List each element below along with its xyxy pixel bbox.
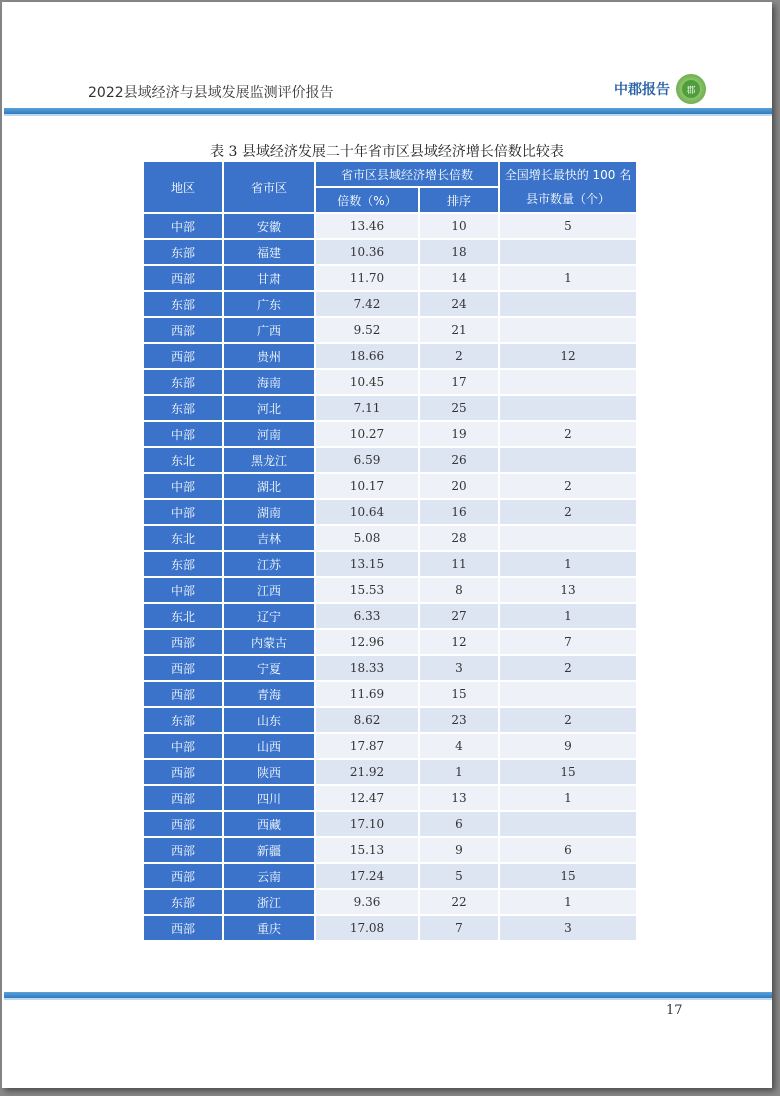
table-row (144, 604, 636, 628)
rank-cell: 21 (420, 318, 498, 342)
footer-rule (4, 992, 772, 998)
top100-cell: 2 (500, 422, 636, 446)
multiple-cell: 11.69 (316, 682, 418, 706)
table-row (144, 474, 636, 498)
table-row (144, 812, 636, 836)
multiple-cell: 17.10 (316, 812, 418, 836)
multiple-cell: 10.36 (316, 240, 418, 264)
top100-cell: 12 (500, 344, 636, 368)
top100-cell: 13 (500, 578, 636, 602)
table-caption: 表 3 县域经济发展二十年省市区县域经济增长倍数比较表 (210, 144, 564, 160)
rank-cell: 8 (420, 578, 498, 602)
multiple-cell: 5.08 (316, 526, 418, 550)
table-row (144, 422, 636, 446)
province-cell: 湖北 (224, 474, 314, 498)
province-cell: 福建 (224, 240, 314, 264)
top100-cell: 15 (500, 864, 636, 888)
table-row (144, 396, 636, 420)
province-cell: 西藏 (224, 812, 314, 836)
table-row (144, 552, 636, 576)
multiple-cell: 15.53 (316, 578, 418, 602)
province-cell: 湖南 (224, 500, 314, 524)
rank-cell: 28 (420, 526, 498, 550)
region-cell: 东北 (144, 448, 222, 472)
top100-cell: 1 (500, 266, 636, 290)
header-region: 地区 (144, 162, 222, 212)
province-cell: 青海 (224, 682, 314, 706)
province-cell: 广东 (224, 292, 314, 316)
rank-cell: 25 (420, 396, 498, 420)
growth-table (142, 160, 638, 942)
top100-cell: 3 (500, 916, 636, 940)
top100-cell (500, 318, 636, 342)
multiple-cell: 6.33 (316, 604, 418, 628)
multiple-cell: 10.64 (316, 500, 418, 524)
rank-cell: 5 (420, 864, 498, 888)
region-cell: 西部 (144, 838, 222, 862)
region-cell: 西部 (144, 760, 222, 784)
multiple-cell: 9.36 (316, 890, 418, 914)
header-top100: 全国增长最快的 100 名县市数量（个） (500, 162, 636, 212)
table-row (144, 266, 636, 290)
top100-cell: 2 (500, 708, 636, 732)
multiple-cell: 12.96 (316, 630, 418, 654)
rank-cell: 13 (420, 786, 498, 810)
table-row (144, 526, 636, 550)
province-cell: 黑龙江 (224, 448, 314, 472)
table-row (144, 448, 636, 472)
rank-cell: 15 (420, 682, 498, 706)
header-rank: 排序 (420, 188, 498, 212)
region-cell: 中部 (144, 500, 222, 524)
top100-cell (500, 448, 636, 472)
rank-cell: 23 (420, 708, 498, 732)
province-cell: 辽宁 (224, 604, 314, 628)
region-cell: 东部 (144, 370, 222, 394)
region-cell: 中部 (144, 214, 222, 238)
multiple-cell: 15.13 (316, 838, 418, 862)
table-row (144, 760, 636, 784)
province-cell: 江西 (224, 578, 314, 602)
document-page (2, 2, 772, 1088)
page-number: 17 (666, 1003, 683, 1018)
multiple-cell: 18.66 (316, 344, 418, 368)
rank-cell: 2 (420, 344, 498, 368)
header-rule (4, 108, 772, 114)
top100-cell (500, 240, 636, 264)
multiple-cell: 18.33 (316, 656, 418, 680)
region-cell: 东部 (144, 552, 222, 576)
rank-cell: 11 (420, 552, 498, 576)
multiple-cell: 6.59 (316, 448, 418, 472)
rank-cell: 17 (420, 370, 498, 394)
table-row (144, 370, 636, 394)
province-cell: 广西 (224, 318, 314, 342)
rank-cell: 20 (420, 474, 498, 498)
region-cell: 西部 (144, 344, 222, 368)
table-row (144, 344, 636, 368)
top100-cell (500, 682, 636, 706)
rank-cell: 3 (420, 656, 498, 680)
top100-cell: 7 (500, 630, 636, 654)
rank-cell: 27 (420, 604, 498, 628)
province-cell: 四川 (224, 786, 314, 810)
rank-cell: 12 (420, 630, 498, 654)
top100-cell: 15 (500, 760, 636, 784)
province-cell: 宁夏 (224, 656, 314, 680)
region-cell: 中部 (144, 474, 222, 498)
region-cell: 东部 (144, 292, 222, 316)
region-cell: 东部 (144, 708, 222, 732)
table-row (144, 734, 636, 758)
province-cell: 贵州 (224, 344, 314, 368)
region-cell: 西部 (144, 630, 222, 654)
province-cell: 山西 (224, 734, 314, 758)
province-cell: 云南 (224, 864, 314, 888)
table-row (144, 786, 636, 810)
seal-icon: 郡 (676, 74, 706, 104)
region-cell: 东部 (144, 890, 222, 914)
multiple-cell: 12.47 (316, 786, 418, 810)
table-row (144, 240, 636, 264)
table-row (144, 682, 636, 706)
table-row (144, 838, 636, 862)
province-cell: 重庆 (224, 916, 314, 940)
table-row (144, 214, 636, 238)
province-cell: 吉林 (224, 526, 314, 550)
top100-cell: 1 (500, 604, 636, 628)
table-row (144, 292, 636, 316)
region-cell: 西部 (144, 916, 222, 940)
rank-cell: 18 (420, 240, 498, 264)
rank-cell: 14 (420, 266, 498, 290)
table-row (144, 318, 636, 342)
top100-cell: 5 (500, 214, 636, 238)
rank-cell: 4 (420, 734, 498, 758)
top100-cell: 9 (500, 734, 636, 758)
region-cell: 东部 (144, 396, 222, 420)
table-row (144, 500, 636, 524)
multiple-cell: 13.46 (316, 214, 418, 238)
logo-text: 中郡报告 (614, 82, 670, 98)
top100-cell (500, 526, 636, 550)
multiple-cell: 21.92 (316, 760, 418, 784)
top100-cell: 1 (500, 786, 636, 810)
table-row (144, 916, 636, 940)
top100-cell: 6 (500, 838, 636, 862)
region-cell: 西部 (144, 266, 222, 290)
multiple-cell: 7.11 (316, 396, 418, 420)
province-cell: 新疆 (224, 838, 314, 862)
multiple-cell: 10.17 (316, 474, 418, 498)
province-cell: 江苏 (224, 552, 314, 576)
province-cell: 山东 (224, 708, 314, 732)
multiple-cell: 10.27 (316, 422, 418, 446)
province-cell: 甘肃 (224, 266, 314, 290)
top100-cell: 2 (500, 474, 636, 498)
top100-cell (500, 812, 636, 836)
top100-cell: 1 (500, 552, 636, 576)
rank-cell: 1 (420, 760, 498, 784)
province-cell: 河北 (224, 396, 314, 420)
multiple-cell: 10.45 (316, 370, 418, 394)
province-cell: 内蒙古 (224, 630, 314, 654)
top100-cell (500, 396, 636, 420)
logo (614, 74, 706, 104)
multiple-cell: 9.52 (316, 318, 418, 342)
table-row (144, 708, 636, 732)
region-cell: 西部 (144, 812, 222, 836)
table-row (144, 864, 636, 888)
top100-cell (500, 292, 636, 316)
region-cell: 东部 (144, 240, 222, 264)
table-body (144, 214, 636, 940)
region-cell: 西部 (144, 786, 222, 810)
province-cell: 河南 (224, 422, 314, 446)
region-cell: 西部 (144, 656, 222, 680)
multiple-cell: 17.08 (316, 916, 418, 940)
header-province: 省市区 (224, 162, 314, 212)
rank-cell: 7 (420, 916, 498, 940)
table-row (144, 656, 636, 680)
table-row (144, 630, 636, 654)
province-cell: 陕西 (224, 760, 314, 784)
region-cell: 中部 (144, 422, 222, 446)
rank-cell: 24 (420, 292, 498, 316)
header-growth-group: 省市区县域经济增长倍数 (316, 162, 498, 186)
multiple-cell: 17.87 (316, 734, 418, 758)
top100-cell: 2 (500, 500, 636, 524)
top100-cell: 2 (500, 656, 636, 680)
rank-cell: 9 (420, 838, 498, 862)
top100-cell (500, 370, 636, 394)
multiple-cell: 17.24 (316, 864, 418, 888)
rank-cell: 19 (420, 422, 498, 446)
rank-cell: 26 (420, 448, 498, 472)
province-cell: 海南 (224, 370, 314, 394)
region-cell: 西部 (144, 318, 222, 342)
region-cell: 中部 (144, 578, 222, 602)
rank-cell: 10 (420, 214, 498, 238)
report-title: 2022县域经济与县域发展监测评价报告 (88, 85, 334, 101)
top100-cell: 1 (500, 890, 636, 914)
table-row (144, 890, 636, 914)
multiple-cell: 11.70 (316, 266, 418, 290)
multiple-cell: 7.42 (316, 292, 418, 316)
multiple-cell: 13.15 (316, 552, 418, 576)
rank-cell: 6 (420, 812, 498, 836)
rank-cell: 22 (420, 890, 498, 914)
region-cell: 西部 (144, 682, 222, 706)
region-cell: 东北 (144, 604, 222, 628)
region-cell: 中部 (144, 734, 222, 758)
region-cell: 东北 (144, 526, 222, 550)
header-multiple: 倍数（%） (316, 188, 418, 212)
region-cell: 西部 (144, 864, 222, 888)
province-cell: 安徽 (224, 214, 314, 238)
province-cell: 浙江 (224, 890, 314, 914)
table-row (144, 578, 636, 602)
multiple-cell: 8.62 (316, 708, 418, 732)
rank-cell: 16 (420, 500, 498, 524)
